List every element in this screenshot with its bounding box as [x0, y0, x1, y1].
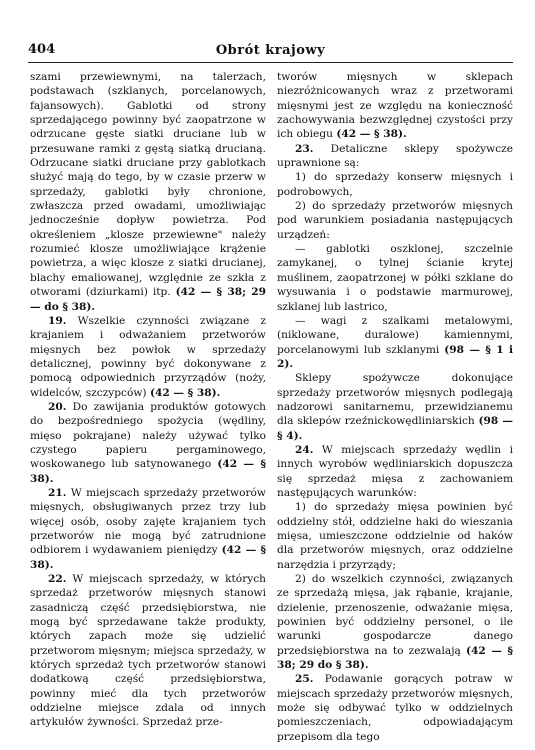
reference: (42 — § 38).	[30, 544, 267, 571]
reference: (98 — § 1 i 2).	[277, 343, 513, 370]
page-number: 404	[28, 42, 56, 57]
page-header	[28, 42, 513, 63]
paragraph: 19. Wszelkie czynności związane z krajaniem i odważaniem przetworów mięsnych bez powłok w sprzedaży detalicznej, powinny być dokonywane z pomocą odpowiednich przyrządów (noży, widelców, szczypców) (42 — § 38).	[30, 314, 266, 399]
reference: (42 — § 38).	[30, 458, 267, 485]
section-number: 24.	[295, 443, 314, 456]
paragraph: 24. W miejscach sprzedaży wędlin i innych wyrobów wędliniarskich dopuszcza się sprzedaż mięsa z zachowaniem następujących warunków:	[277, 443, 513, 499]
left-column	[30, 70, 266, 730]
paragraph: 22. W miejscach sprzedaży, w których sprzedaż przetworów mięsnych stanowi zasadniczą część przedsiębiorstwa, nie mogą być sprzedawane także produkty, których zapach może się udzielić przetworom mięsnym; miejsca sprzedaży, w których sprzedaż tych przetworów stanowi dodatkową część przedsiębiorstwa, powinny mieć dla tych przetworów oddzielne miejsce zdala od innych artykułów żywności. Sprzedaż prze-	[30, 573, 266, 729]
list-item: 2) do sprzedaży przetworów mięsnych pod warunkiem posiadania następujących urządzeń:	[277, 200, 513, 241]
running-title: Obrót krajowy	[215, 43, 326, 58]
list-item: 1) do sprzedaży konserw mięsnych i podrobowych,	[277, 171, 513, 198]
list-item: — wagi z szalkami metalowymi, (niklowane, duralowe) kamiennymi, porcelanowymi lub szklanymi (98 — § 1 i 2).	[277, 314, 513, 370]
section-number: 19.	[48, 314, 67, 327]
reference: (42 — § 38; 29 — do § 38).	[30, 286, 266, 313]
section-number: 25.	[295, 673, 314, 686]
section-number: 22.	[48, 573, 67, 586]
right-column	[277, 70, 513, 744]
list-item: 2) do wszelkich czynności, związanych ze sprzedażą mięsa, jak rąbanie, krajanie, dzielenie, przenoszenie, odważanie mięsa, powinien być oddzielny personel, o ile warunki gospodarcze danego przedsiębiorstwa na to zezwalają (42 — § 38; 29 do § 38).	[277, 573, 513, 672]
section-number: 21.	[48, 486, 67, 499]
paragraph: szami przewiewnymi, na talerzach, podstawach (szklanych, porcelanowych, fajansowych). Gablotki od strony sprzedającego powinny być zaopatrzone w odrzucane gęste siatki druciane lub w przesuwane ramki z gęstą siatką drucianą. Odrzucane siatki druciane przy gablotkach służyć mają do tego, by w czasie przerw w sprzedaży, gablotki były chronione, zwłaszcza przed owadami, umożliwiając jednocześnie dopływ powietrza. Pod określeniem „klosze przewiewne" należy rozumieć klosze umożliwiające krążenie powietrza, a więc klosze z siatki drucianej, blachy emaliowanej, względnie ze szkła z otworami (dziurkami) itp. (42 — § 38; 29 — do § 38).	[30, 71, 266, 313]
paragraph: tworów mięsnych w sklepach niezróżnicowanych wraz z przetworami mięsnymi jest ze względu na konieczność zachowywania bezwzględnej czystości przy ich obiegu (42 — § 38).	[277, 71, 513, 141]
reference: (42 — § 38; 29 do § 38).	[277, 644, 513, 672]
paragraph: 21. W miejscach sprzedaży przetworów mięsnych, obsługiwanych przez trzy lub więcej osób, osoby zajęte krajaniem tych przetworów nie mogą być zatrudnione odbiorem i wydawaniem pieniędzy (42 — § 38).	[30, 486, 267, 571]
reference: (98 — § 4).	[277, 415, 513, 442]
reference: (42 — § 38).	[149, 386, 221, 399]
paragraph: 23. Detaliczne sklepy spożywcze uprawnione są:	[277, 142, 513, 170]
list-item: — gablotki oszklonej, szczelnie zamykanej, o tylnej ścianie krytej muślinem, zaopatrzonej w półki szklane do wysuwania i o podstawie marmurowej, szklanej lub lastrico,	[277, 243, 513, 313]
section-number: 23.	[295, 142, 314, 155]
paragraph: 20. Do zawijania produktów gotowych do bezpośredniego spożycia (wędliny, mięso pokrajane) należy używać tylko czystego papieru pergaminowego, woskowanego lub satynowanego (42 — § 38).	[30, 400, 267, 485]
reference: (42 — § 38).	[336, 128, 407, 141]
paragraph: 25. Podawanie gorących potraw w miejscach sprzedaży przetworów mięsnych, może się odbywać tylko w oddzielnych pomieszczeniach, odpowiadającym przepisom dla tego	[277, 673, 513, 743]
section-number: 20.	[48, 400, 67, 413]
list-item: 1) do sprzedaży mięsa powinien być oddzielny stół, oddzielne haki do wieszania mięsa, umieszczone oddzielnie od haków dla przetworów mięsnych, oraz oddzielne narzędzia i przyrządy;	[277, 501, 513, 571]
paragraph: Sklepy spożywcze dokonujące sprzedaży przetworów mięsnych podlegają nadzorowi sanitarnemu, przewidzianemu dla sklepów rzeźnickowędliniarskich (98 — § 4).	[277, 372, 513, 442]
